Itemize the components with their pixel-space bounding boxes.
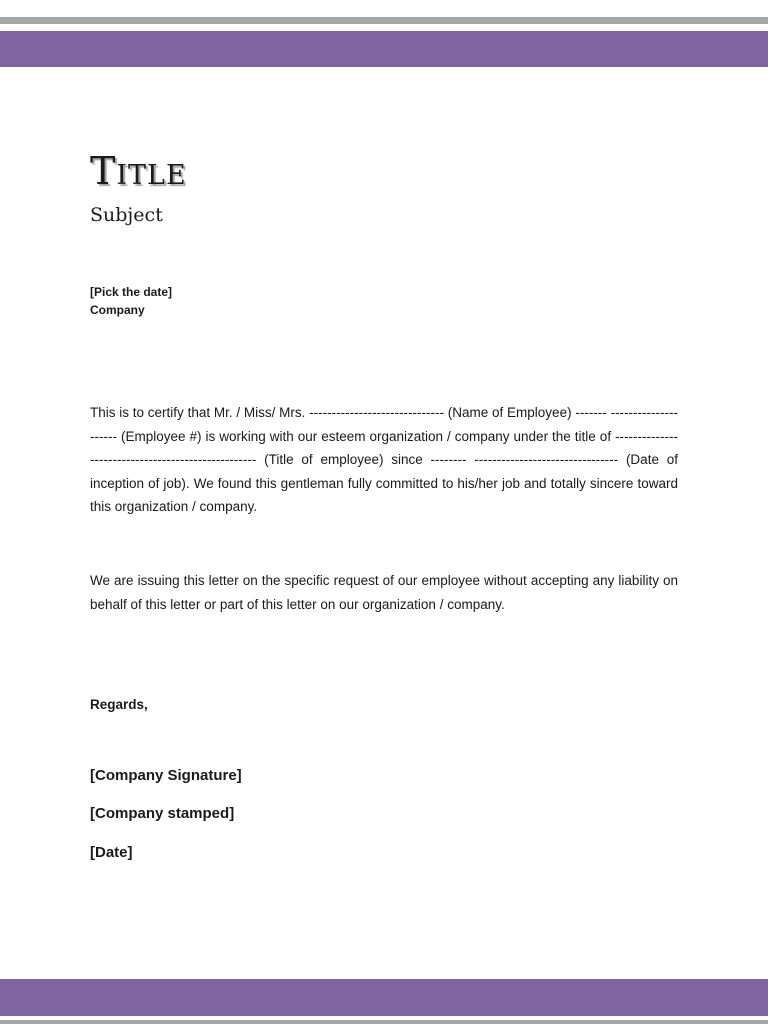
company-stamp-placeholder: [Company stamped] [90,805,235,822]
document-subject[interactable]: Subject [90,204,163,226]
company-signature-placeholder: [Company Signature] [90,767,242,784]
certification-paragraph: This is to certify that Mr. / Miss/ Mrs. ------------------------------ (Name of Employee) ------- --------------------- (Employee #) is working with our esteem organization / company under the title of --------------------------------------------------- (Title of employee) since -------- -------------------------------- (Date of inception of job). We found this gentleman fully committed to his/her job and totally sincere toward this organization / company. [90,405,678,514]
closing-regards: Regards, [90,697,148,712]
bottom-rule [0,1020,768,1024]
bottom-footer-band [0,979,768,1016]
top-rule [0,17,768,24]
date-picker-field[interactable]: [Pick the date] [90,285,173,299]
date-placeholder: [Date] [90,844,133,861]
document-title[interactable]: Title [90,149,187,193]
top-header-band [0,31,768,67]
disclaimer-paragraph: We are issuing this letter on the specific request of our employee without accepting any liability on behalf of this letter or part of this letter on our organization / company. [90,573,678,612]
company-field[interactable]: Company [90,303,145,317]
